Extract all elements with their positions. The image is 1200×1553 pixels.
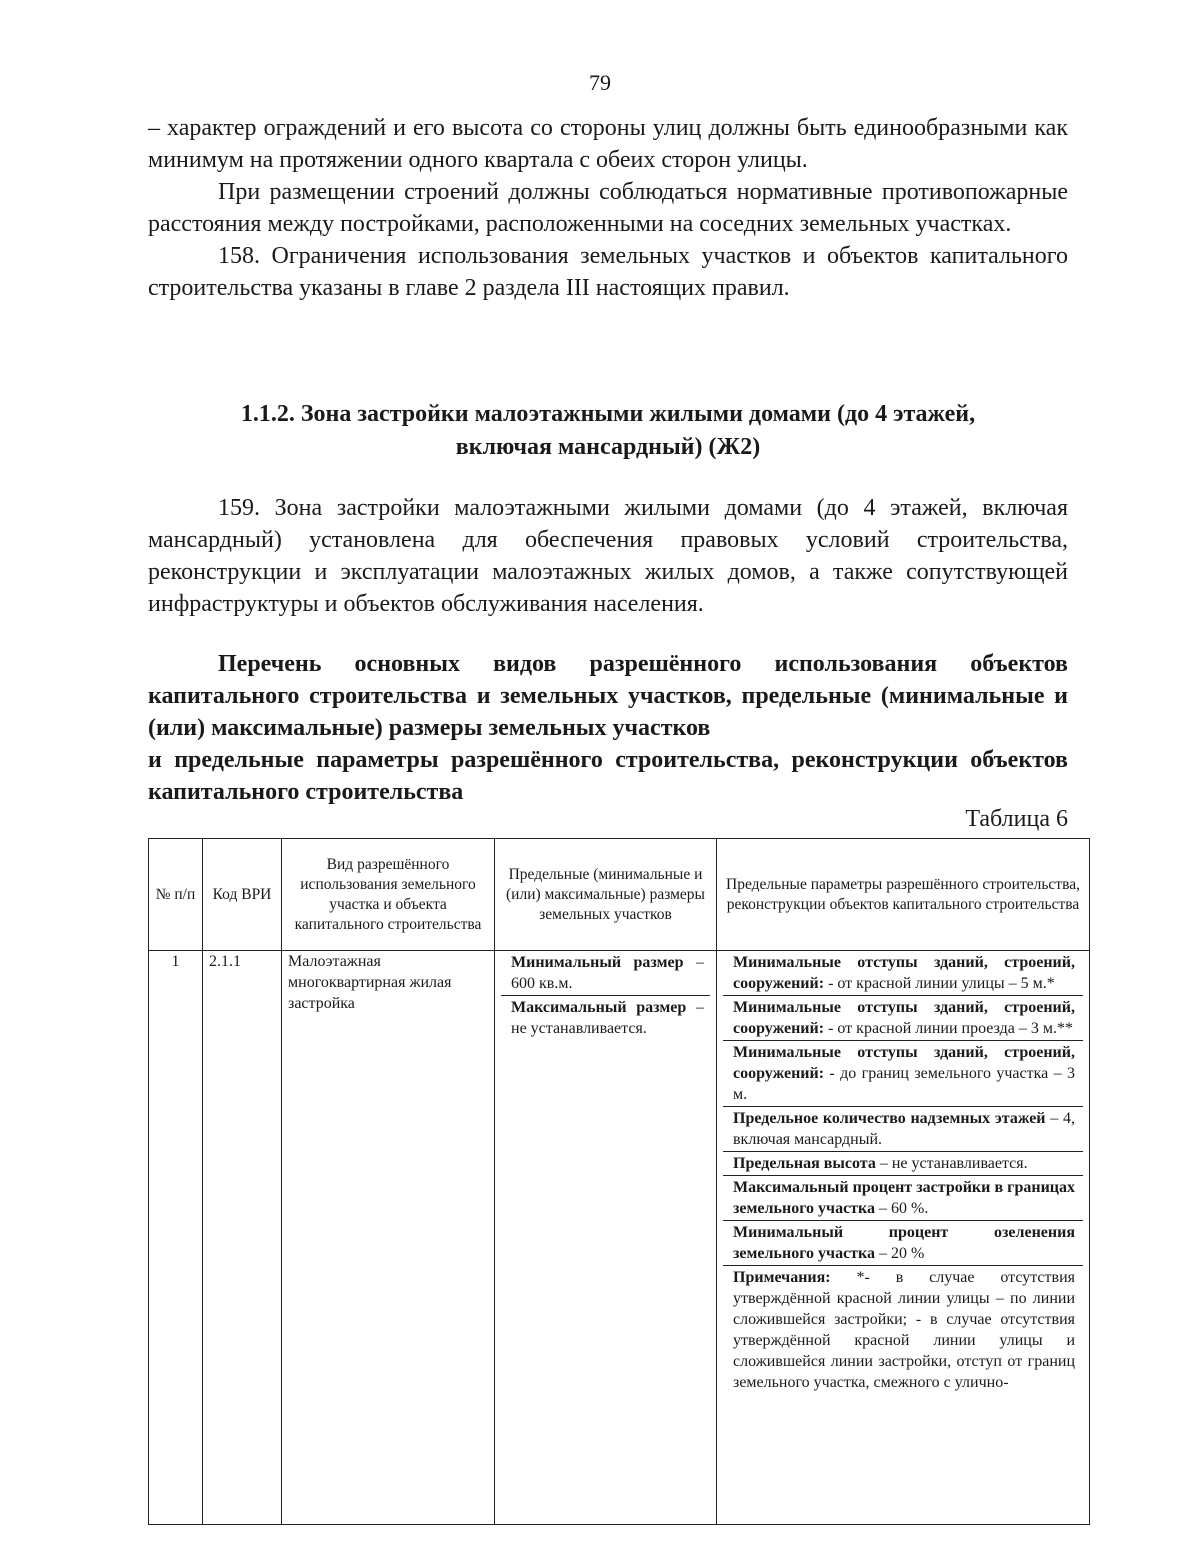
zone-text <box>148 492 1068 620</box>
zone-table <box>148 838 1090 1525</box>
param-notes: Примечания: *- в случае отсутствия утверждённой красной линии улицы – по линии сложившейся застройки; - в случае отсутствия утверждённой красной линии улицы и сложившейся линии застройки, отступ от границ земельного участка, смежного с улично- <box>733 1269 1075 1391</box>
param-floors: Предельное количество надземных этажей – 4, включая мансардный. <box>723 1107 1083 1152</box>
row-sizes <box>495 951 717 1525</box>
param-max-coverage: Максимальный процент застройки в границах земельного участка – 60 %. <box>723 1176 1083 1221</box>
row-params <box>717 951 1090 1525</box>
table-heading-part-2: и предельные параметры разрешённого строительства, реконструкции объектов капитального строительства <box>148 747 1068 805</box>
header-code: Код ВРИ <box>203 839 282 951</box>
paragraph-158: 158. Ограничения использования земельных участков и объектов капитального строительства указаны в главе 2 раздела III настоящих правил. <box>148 243 1068 301</box>
table-caption: Таблица 6 <box>965 806 1068 832</box>
table-heading-part-1: Перечень основных видов разрешённого использования объектов капитального строительства и земельных участков, предельные (минимальные и (или) максимальные) размеры земельных участков <box>148 651 1068 741</box>
page-number: 79 <box>589 70 611 95</box>
min-size-item: Минимальный размер – 600 кв.м. <box>501 951 710 996</box>
section-heading-line-2: включая мансардный) (Ж2) <box>455 434 761 460</box>
max-size-item: Максимальный размер – не устанавливается. <box>511 999 704 1037</box>
row-use: Малоэтажная многоквартирная жилая застройка <box>282 951 495 1525</box>
param-setback-street: Минимальные отступы зданий, строений, сооружений: - от красной линии улицы – 5 м.* <box>723 951 1083 996</box>
paragraph-159: 159. Зона застройки малоэтажными жилыми домами (до 4 этажей, включая мансардный) установлена для обеспечения правовых условий строительства, реконструкции и эксплуатации малоэтажных жилых домов, а также сопутствующей инфраструктуры и объектов обслуживания населения. <box>148 495 1068 617</box>
param-setback-boundary: Минимальные отступы зданий, строений, сооружений: - до границ земельного участка – 3 м. <box>723 1041 1083 1107</box>
row-code: 2.1.1 <box>203 951 282 1525</box>
row-number: 1 <box>149 951 203 1525</box>
header-sizes: Предельные (минимальные и (или) максимальные) размеры земельных участков <box>495 839 717 951</box>
paragraph-fire-distance: При размещении строений должны соблюдаться нормативные противопожарные расстояния между постройками, расположенными на соседних земельных участках. <box>148 179 1068 237</box>
table-row <box>149 951 1090 1525</box>
table-heading <box>148 648 1068 808</box>
param-height: Предельная высота – не устанавливается. <box>723 1152 1083 1176</box>
section-heading-line-1: 1.1.2. Зона застройки малоэтажными жилыми домами (до 4 этажей, <box>240 401 976 427</box>
section-heading <box>148 398 1068 464</box>
header-use: Вид разрешённого использования земельного участка и объекта капитального строительства <box>282 839 495 951</box>
param-setback-driveway: Минимальные отступы зданий, строений, сооружений: - от красной линии проезда – 3 м.** <box>723 996 1083 1041</box>
paragraph-fence: – характер ограждений и его высота со стороны улиц должны быть единообразными как минимум на протяжении одного квартала с обеих сторон улицы. <box>148 115 1068 173</box>
header-number: № п/п <box>149 839 203 951</box>
intro-text <box>148 112 1068 304</box>
header-params: Предельные параметры разрешённого строительства, реконструкции объектов капитального строительства <box>717 839 1090 951</box>
param-min-greenery: Минимальный процент озеленения земельного участка – 20 % <box>723 1221 1083 1266</box>
table-header-row <box>149 839 1090 951</box>
